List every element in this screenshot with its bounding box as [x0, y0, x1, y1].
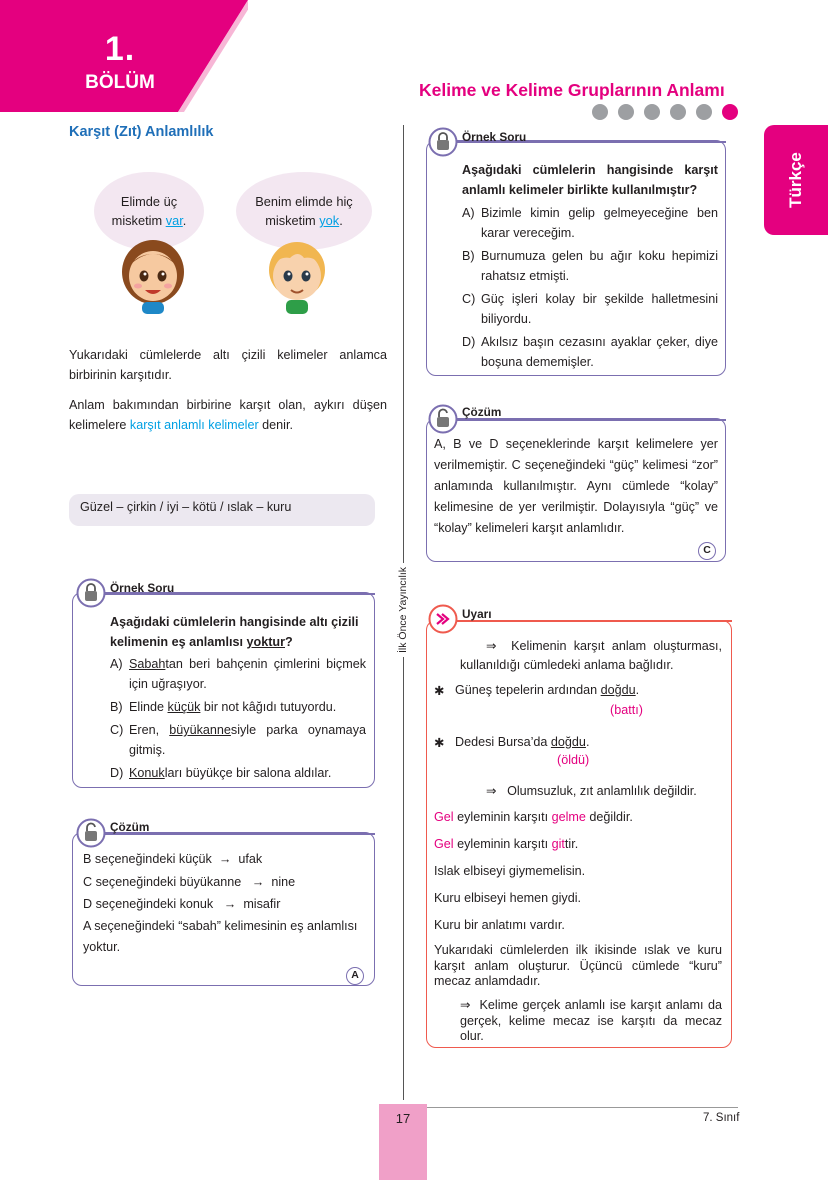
lock-question-icon	[76, 578, 106, 608]
section-title: Karşıt (Zıt) Anlamlılık	[69, 124, 214, 140]
key-term: karşıt anlamlı kelimeler	[129, 418, 259, 432]
warning-arrow-icon	[428, 604, 458, 634]
question-tag: Örnek Soru	[462, 130, 527, 144]
publisher-side-label: İlk Önce Yayıncılık	[393, 560, 413, 660]
option-c[interactable]: C) Eren, büyükannesiyle parka oynamaya gitmiş.	[110, 723, 366, 757]
topic-title: Kelime ve Kelime Gruplarının Anlamı	[419, 80, 725, 100]
solution-line: C seçeneğindeki büyükanne → nine	[83, 874, 296, 889]
bubble-line: misketim var.	[111, 213, 187, 228]
progress-dot	[618, 104, 634, 120]
warning-example-2: Dedesi Bursa’da doğdu.	[455, 735, 590, 749]
options-list	[462, 203, 718, 372]
boy-illustration	[262, 236, 332, 314]
unlock-solution-icon	[76, 818, 106, 848]
subject-tab	[764, 125, 828, 235]
chapter-number: 1.	[104, 30, 136, 68]
solution-tag: Çözüm	[462, 405, 502, 419]
footer-rule	[426, 1107, 738, 1108]
highlight-word: var	[165, 213, 183, 228]
bubble-line: Benim elimde hiç	[255, 194, 353, 209]
antonym-hint: (öldü)	[557, 753, 590, 767]
tag-underline	[452, 620, 732, 622]
highlight-word: yok	[319, 213, 340, 228]
page-number: 17	[395, 1111, 411, 1126]
progress-dot	[592, 104, 608, 120]
lock-question-icon	[428, 127, 458, 157]
progress-dot	[644, 104, 660, 120]
definition-paragraph-2: Anlam bakımından birbirine karşıt olan, aykırı düşen kelimelere karşıt anlamlı kelimeler denir.	[69, 398, 387, 432]
answer-badge: C	[698, 542, 716, 560]
solution-lines	[83, 848, 367, 958]
progress-dots	[592, 104, 738, 120]
option-a[interactable]: A) Sabahtan beri bahçenin çimlerini biçmek için uğraşıyor.	[110, 657, 366, 691]
option-b[interactable]: B) Burnumuza gelen bu ağır koku hepimizi rahatsız etmişti.	[462, 249, 718, 283]
question-tag: Örnek Soru	[110, 581, 175, 595]
solution-tag: Çözüm	[110, 820, 150, 834]
girl-illustration	[118, 236, 188, 314]
progress-dot	[696, 104, 712, 120]
option-a[interactable]: A) Bizimle kimin gelip gelmeyeceğine ben karar vereceğim.	[462, 206, 718, 240]
solution-text: A, B ve D seçeneklerinde karşıt kelimelere yer verilmemiştir. C seçeneğindeki “güç” kelimesi “zor” anlamında kullanılmıştır. Aynı cümlede “kolay” kelimesine de yer verilmiştir. Dolayısıyla “güç” ve “kolay” kelimeleri karşıt anlamlıdır.	[434, 437, 718, 535]
sentence: Kuru bir anlatımı vardır.	[434, 918, 565, 932]
bubble-line: misketim yok.	[265, 213, 343, 228]
answer-badge: A	[346, 967, 364, 985]
star-icon: ✱	[434, 736, 445, 750]
definition-paragraph-1: Yukarıdaki cümlelerde altı çizili kelimeler anlamca birbirinin karşıtıdır.	[69, 348, 387, 382]
bubble-line: Elimde üç	[120, 194, 178, 209]
warning-note-2: ⇒ Olumsuzluk, zıt anlamlılık değildir.	[486, 784, 697, 798]
solution-line: A seçeneğindeki “sabah” kelimesinin eş anlamlısı yoktur.	[83, 918, 358, 954]
warning-explanation: Yukarıdaki cümlelerden ilk ikisinde ıslak ve kuru karşıt anlam oluşturur. Üçüncü cümlede “kuru” mecaz anlamdadır.	[434, 943, 722, 988]
sentence: Kuru elbiseyi hemen giydi.	[434, 891, 582, 905]
progress-dot-active	[722, 104, 738, 120]
antonym-hint: (battı)	[610, 703, 643, 717]
warning-example-1: Güneş tepelerin ardından doğdu.	[455, 683, 640, 697]
grade-label: 7. Sınıf	[703, 1112, 740, 1124]
option-d[interactable]: D) Akılsız başın cezasını ayaklar çeker, diye boşuna dememişler.	[462, 335, 718, 369]
question-stem: Aşağıdaki cümlelerin hangisinde karşıt anlamlı kelimeler birlikte kullanılmıştır?	[462, 163, 718, 197]
option-b[interactable]: B) Elinde küçük bir not kâğıdı tutuyordu.	[110, 700, 337, 714]
warning-note-1: ⇒ Kelimenin karşıt anlam oluşturması, kullanıldığı cümledeki anlama bağlıdır.	[460, 639, 723, 672]
sentence: Gel eyleminin karşıtı gittir.	[434, 837, 579, 851]
progress-dot	[670, 104, 686, 120]
subject-tab-label: Türkçe	[786, 152, 805, 208]
star-icon: ✱	[434, 684, 445, 698]
option-d[interactable]: D) Konukları büyükçe bir salona aldılar.	[110, 766, 332, 780]
unlock-solution-icon	[428, 404, 458, 434]
sentence: Islak elbiseyi giymemelisin.	[434, 864, 586, 878]
chapter-label: BÖLÜM	[85, 72, 155, 93]
warning-tag: Uyarı	[462, 607, 492, 621]
example-pairs-box: Güzel – çirkin / iyi – kötü / ıslak – kuru	[69, 494, 375, 526]
warning-sentences	[434, 805, 724, 937]
options-list	[110, 654, 366, 783]
solution-line: D seçeneğindeki konuk → misafir	[83, 897, 281, 911]
sentence: Gel eyleminin karşıtı gelme değildir.	[434, 810, 633, 824]
question-stem: Aşağıdaki cümlelerin hangisinde altı çizili kelimenin eş anlamlısı yoktur?	[110, 615, 359, 649]
option-c[interactable]: C) Güç işleri kolay bir şekilde halletmesini biliyordu.	[462, 292, 718, 326]
warning-note-3: ⇒ Kelime gerçek anlamlı ise karşıt anlamı da gerçek, kelime mecaz ise karşıtı da mecaz olur.	[460, 998, 722, 1043]
solution-line: B seçeneğindeki küçük → ufak	[83, 852, 263, 866]
tag-underline	[452, 419, 726, 421]
